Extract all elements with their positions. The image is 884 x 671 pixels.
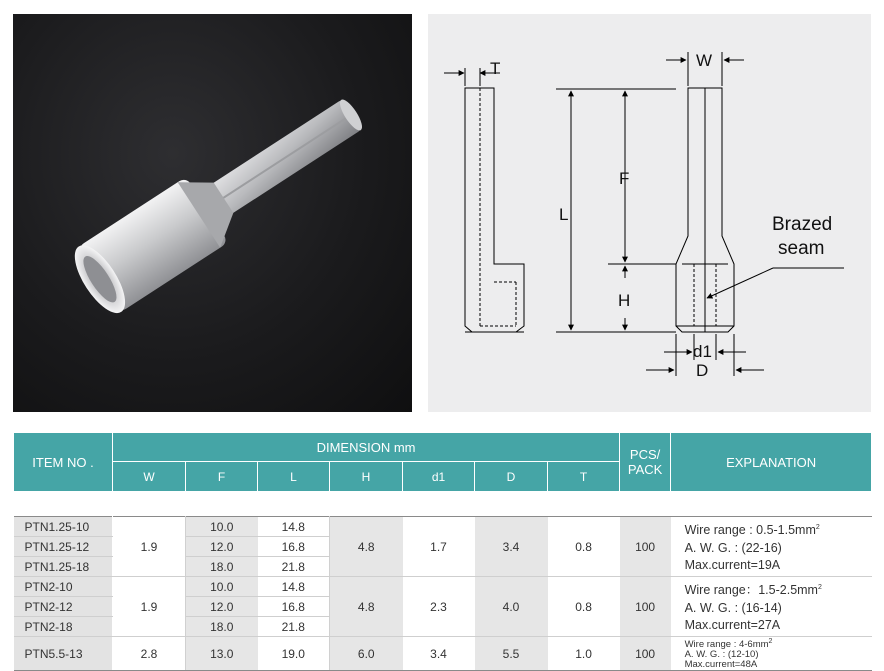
header-L: L	[258, 462, 330, 492]
max-current: Max.current=48A	[684, 659, 758, 671]
cell-D: 3.4	[475, 517, 548, 577]
cell-L: 16.8	[258, 537, 330, 557]
header-W: W	[113, 462, 186, 492]
label-T: T	[490, 59, 501, 78]
wire-range-sup: 2	[768, 638, 773, 645]
header-D: D	[475, 462, 548, 492]
header-F: F	[186, 462, 258, 492]
max-current: Max.current=27A	[684, 617, 781, 632]
cell-T: 0.8	[548, 517, 620, 577]
header-pcs-pack	[620, 433, 671, 492]
header-pack: PACK	[627, 462, 663, 477]
cell-W: 1.9	[113, 517, 186, 577]
header-explanation: EXPLANATION	[671, 433, 872, 492]
cell-d1: 3.4	[403, 637, 475, 671]
label-L: L	[559, 205, 569, 224]
cell-L: 14.8	[258, 577, 330, 597]
explanation-cell	[671, 637, 872, 671]
item-name: PTN2-18	[14, 617, 113, 637]
label-D: D	[696, 361, 709, 380]
cell-pcs: 100	[620, 637, 671, 671]
label-F: F	[619, 169, 630, 188]
cell-L: 21.8	[258, 557, 330, 577]
wire-range-sup: 2	[815, 524, 820, 532]
wire-range: Wire range : 0.5-1.5mm	[684, 523, 816, 538]
cell-H: 6.0	[330, 637, 403, 671]
header-dimension: DIMENSION mm	[113, 433, 620, 462]
label-W: W	[696, 51, 713, 70]
cell-W: 2.8	[113, 637, 186, 671]
cell-F: 10.0	[186, 517, 258, 537]
label-brazed: Brazed	[772, 214, 833, 235]
cell-pcs: 100	[620, 577, 671, 637]
cell-T: 0.8	[548, 577, 620, 637]
label-seam: seam	[778, 238, 825, 259]
header-H: H	[330, 462, 403, 492]
wire-range: Wire range：1.5-2.5mm	[684, 583, 818, 598]
cell-D: 5.5	[475, 637, 548, 671]
cell-F: 12.0	[186, 537, 258, 557]
pin-terminal-image	[13, 14, 412, 412]
spec-table	[13, 432, 872, 671]
item-name: PTN1.25-18	[14, 557, 113, 577]
cell-F: 18.0	[186, 617, 258, 637]
cell-F: 18.0	[186, 557, 258, 577]
item-name: PTN5.5-13	[14, 637, 113, 671]
cell-H: 4.8	[330, 517, 403, 577]
table-row	[14, 577, 872, 597]
table-row	[14, 517, 872, 537]
header-d1: d1	[403, 462, 475, 492]
wire-range: Wire range : 4-6mm	[684, 639, 769, 651]
technical-drawing	[428, 14, 871, 412]
cell-pcs: 100	[620, 517, 671, 577]
cell-F: 12.0	[186, 597, 258, 617]
label-d1: d1	[693, 342, 712, 361]
cell-L: 16.8	[258, 597, 330, 617]
cell-F: 13.0	[186, 637, 258, 671]
table-row	[14, 637, 872, 671]
header-item-no: ITEM NO .	[14, 433, 113, 492]
explanation-cell	[671, 517, 872, 577]
header-pcs: PCS/	[629, 447, 661, 462]
explanation-cell	[671, 577, 872, 637]
cell-L: 14.8	[258, 517, 330, 537]
cell-H: 4.8	[330, 577, 403, 637]
cell-W: 1.9	[113, 577, 186, 637]
cell-T: 1.0	[548, 637, 620, 671]
awg: A. W. G. : (22-16)	[684, 540, 782, 555]
max-current: Max.current=19A	[684, 557, 781, 572]
cell-d1: 2.3	[403, 577, 475, 637]
label-H: H	[618, 291, 631, 310]
item-name: PTN2-10	[14, 577, 113, 597]
item-name: PTN1.25-12	[14, 537, 113, 557]
cell-L: 19.0	[258, 637, 330, 671]
dimension-diagram	[428, 14, 871, 412]
awg: A. W. G. : (16-14)	[684, 600, 782, 615]
cell-L: 21.8	[258, 617, 330, 637]
cell-F: 10.0	[186, 577, 258, 597]
item-name: PTN2-12	[14, 597, 113, 617]
awg: A. W. G. : (12-10)	[684, 649, 759, 661]
item-name: PTN1.25-10	[14, 517, 113, 537]
wire-range-sup: 2	[817, 584, 822, 592]
cell-D: 4.0	[475, 577, 548, 637]
cell-d1: 1.7	[403, 517, 475, 577]
product-photo	[13, 14, 412, 412]
header-T: T	[548, 462, 620, 492]
